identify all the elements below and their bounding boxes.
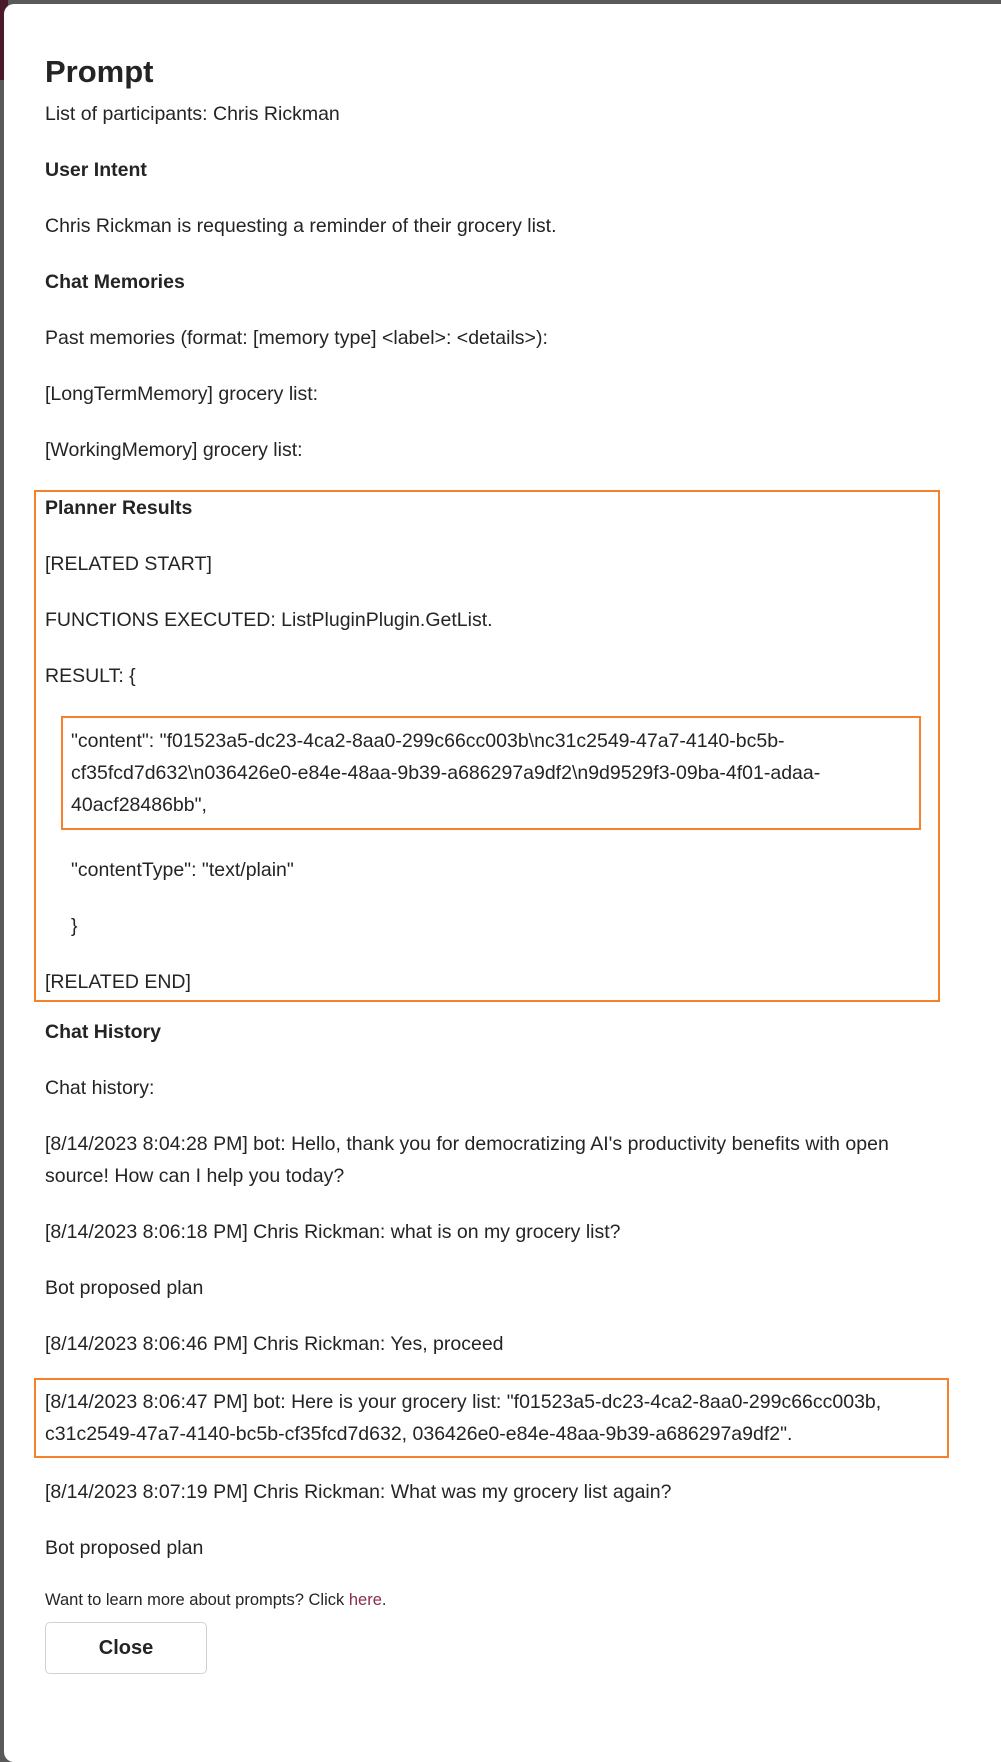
dialog-title: Prompt [45, 54, 154, 89]
result-content: "content": "f01523a5-dc23-4ca2-8aa0-299c66cc003b\nc31c2549-47a7-4140-bc5b-cf35fcd7d632\n036426e0-e84e-48aa-9b39-a686297a9df2\n9d9529f3-09ba-4f01-adaa-40acf28486bb", [71, 730, 821, 816]
history-item: [8/14/2023 8:06:47 PM] bot: Here is your grocery list: "f01523a5-dc23-4ca2-8aa0-299c66cc003b, c31c2549-47a7-4140-bc5b-cf35fcd7d632, 036426e0-e84e-48aa-9b39-a686297a9df2". [45, 1391, 882, 1445]
result-open: RESULT: { [45, 665, 136, 687]
functions-executed: FUNCTIONS EXECUTED: ListPluginPlugin.GetList. [45, 609, 493, 631]
history-item: [8/14/2023 8:06:18 PM] Chris Rickman: what is on my grocery list? [45, 1221, 621, 1243]
long-term-memory: [LongTermMemory] grocery list: [45, 383, 319, 405]
planner-results-heading: Planner Results [45, 497, 193, 519]
close-button[interactable]: Close [45, 1622, 207, 1674]
history-item: Bot proposed plan [45, 1537, 204, 1559]
history-item: [8/14/2023 8:07:19 PM] Chris Rickman: What was my grocery list again? [45, 1481, 672, 1503]
result-content-type: "contentType": "text/plain" [71, 859, 294, 881]
bot-response-highlight [34, 1378, 949, 1458]
prompt-dialog [4, 4, 1001, 1762]
history-item: [8/14/2023 8:04:28 PM] bot: Hello, thank you for democratizing AI's productivity benefits with open source! How can I help you today? [45, 1133, 889, 1187]
working-memory: [WorkingMemory] grocery list: [45, 439, 303, 461]
learn-more-end: . [381, 1591, 387, 1609]
learn-more-text: Want to learn more about prompts? Click [45, 1591, 349, 1609]
participants: List of participants: Chris Rickman [45, 103, 340, 125]
chat-history-heading: Chat History [45, 1021, 161, 1043]
user-intent: Chris Rickman is requesting a reminder of their grocery list. [45, 215, 557, 237]
related-end: [RELATED END] [45, 971, 191, 993]
user-intent-heading: User Intent [45, 159, 147, 181]
history-item: Bot proposed plan [45, 1277, 204, 1299]
learn-more [45, 1588, 1001, 1612]
related-start: [RELATED START] [45, 553, 212, 575]
result-close: } [71, 915, 78, 937]
content-highlight [61, 716, 921, 830]
learn-more-link[interactable]: here [348, 1591, 382, 1609]
memories-format: Past memories (format: [memory type] <label>: <details>): [45, 327, 548, 349]
chat-memories-heading: Chat Memories [45, 271, 185, 293]
planner-results-highlight [34, 490, 940, 1002]
history-item: [8/14/2023 8:06:46 PM] Chris Rickman: Yes, proceed [45, 1333, 504, 1355]
chat-history-label: Chat history: [45, 1077, 155, 1099]
